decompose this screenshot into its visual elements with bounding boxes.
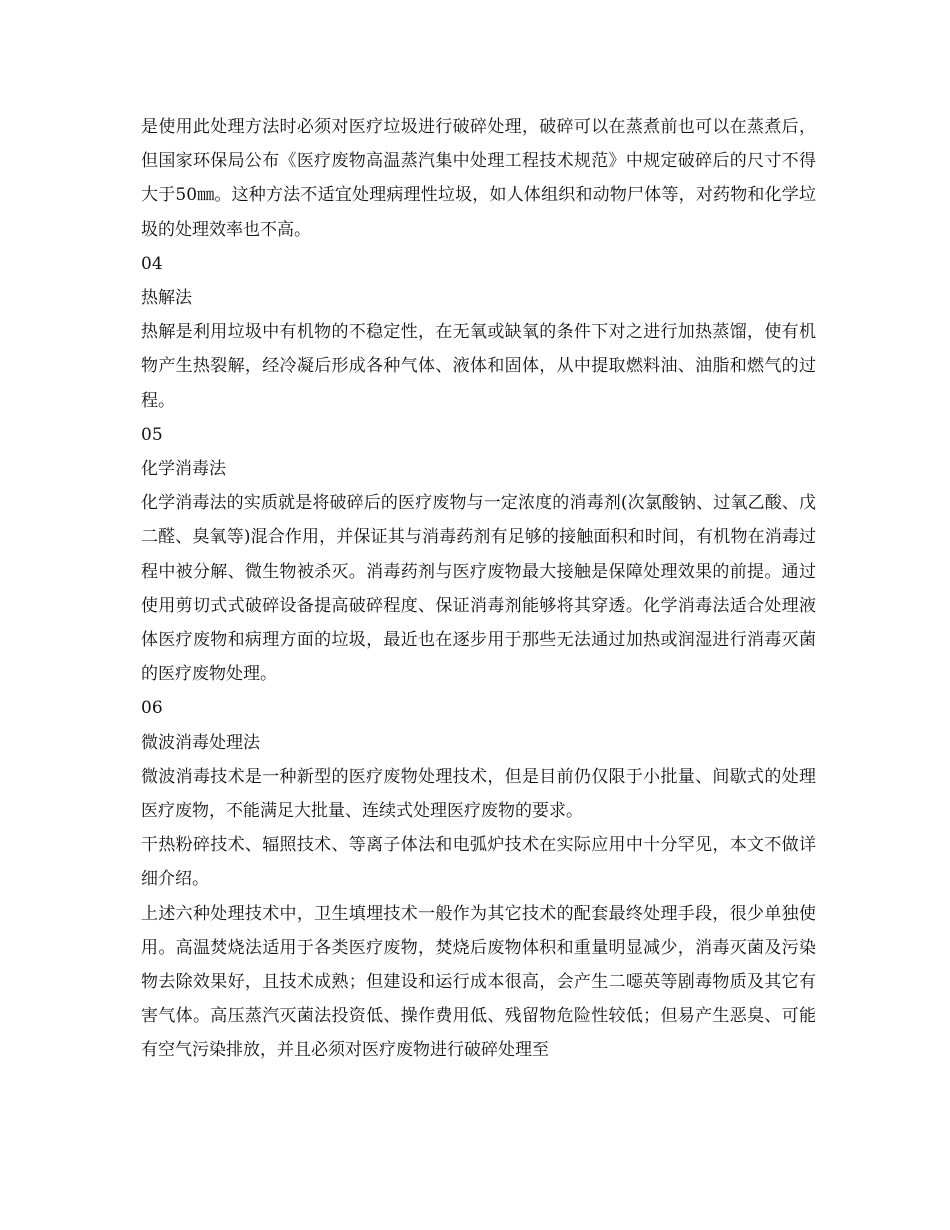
paragraph-microwave: 微波消毒技术是一种新型的医疗废物处理技术，但是目前仍仅限于小批量、间歇式的处理医疗废物，不能满足大批量、连续式处理医疗废物的要求。 xyxy=(141,766,816,822)
paragraph-other-techniques: 干热粉碎技术、辐照技术、等离子体法和电弧炉技术在实际应用中十分罕见，本文不做详细介绍。 xyxy=(141,835,816,890)
paragraph-steam-continuation: 是使用此处理方法时必须对医疗垃圾进行破碎处理，破碎可以在蒸煮前也可以在蒸煮后，但国家环保局公布《医疗废物高温蒸汽集中处理工程技术规范》中规定破碎后的尺寸不得大于50㎜。这种方法不适宜处理病理性垃圾，如人体组织和动物尸体等，对药物和化学垃圾的处理效率也不高。 xyxy=(141,117,816,240)
section-number-06: 06 xyxy=(141,698,163,719)
section-heading-chemical: 化学消毒法 xyxy=(141,459,226,480)
section-number-04: 04 xyxy=(141,253,163,274)
paragraph-pyrolysis: 热解是利用垃圾中有机物的不稳定性，在无氧或缺氧的条件下对之进行加热蒸馏，使有机物产生热裂解，经冷凝后形成各种气体、液体和固体，从中提取燃料油、油脂和燃气的过程。 xyxy=(141,322,816,411)
section-number-05: 05 xyxy=(141,424,163,445)
document-body xyxy=(141,110,816,1068)
section-heading-microwave: 微波消毒处理法 xyxy=(141,732,260,753)
section-heading-pyrolysis: 热解法 xyxy=(141,288,192,309)
paragraph-chemical: 化学消毒法的实质就是将破碎后的医疗废物与一定浓度的消毒剂(次氯酸钠、过氧乙酸、戊二醛、臭氧等)混合作用，并保证其与消毒药剂有足够的接触面积和时间，有机物在消毒过程中被分解、微生物被杀灭。消毒药剂与医疗废物最大接触是保障处理效果的前提。通过使用剪切式式破碎设备提高破碎程度、保证消毒剂能够将其穿透。化学消毒法适合处理液体医疗废物和病理方面的垃圾，最近也在逐步用于那些无法通过加热或润湿进行消毒灭菌的医疗废物处理。 xyxy=(141,493,816,685)
paragraph-summary: 上述六种处理技术中，卫生填埋技术一般作为其它技术的配套最终处理手段，很少单独使用。高温焚烧法适用于各类医疗废物，焚烧后废物体积和重量明显减少，消毒灭菌及污染物去除效果好，且技术成熟；但建设和运行成本很高，会产生二噁英等剧毒物质及其它有害气体。高压蒸汽灭菌法投资低、操作费用低、残留物危险性较低；但易产生恶臭、可能有空气污染排放，并且必须对医疗废物进行破碎处理至 xyxy=(141,903,816,1061)
